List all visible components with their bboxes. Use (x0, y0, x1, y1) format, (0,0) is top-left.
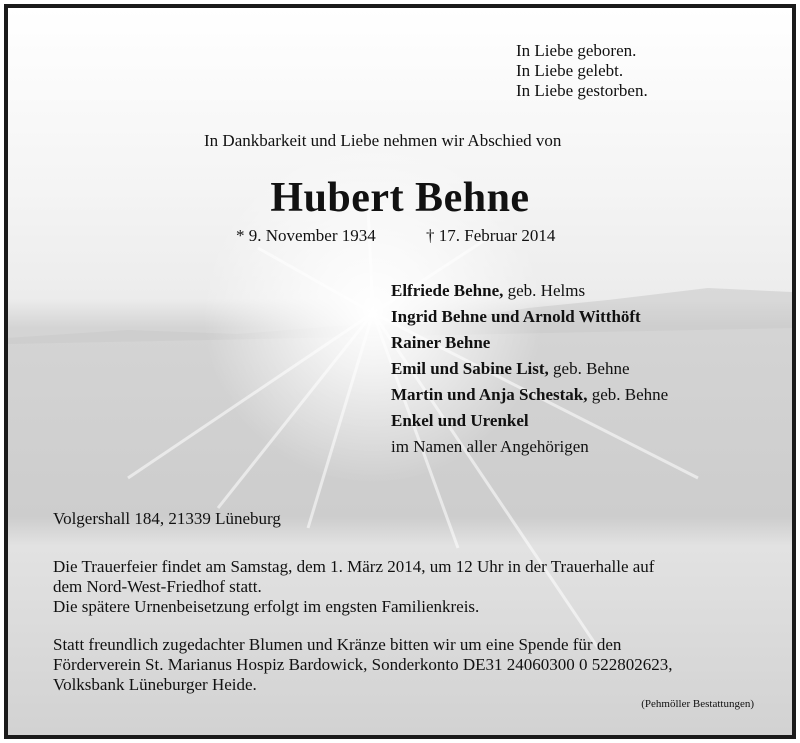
deceased-name: Hubert Behne (270, 175, 530, 221)
family-closing: im Namen aller Angehörigen (391, 437, 589, 456)
funeral-info-line: Die spätere Urnenbeisetzung erfolgt im engsten Familienkreis. (53, 597, 480, 616)
funeral-info (53, 557, 654, 617)
donation-info-line: Volksbank Lüneburger Heide. (53, 675, 257, 694)
family-note: geb. Helms (507, 281, 586, 300)
funeral-info-line: dem Nord-West-Friedhof statt. (53, 577, 262, 596)
birth-date: * 9. November 1934 (236, 226, 376, 245)
funeral-info-line: Die Trauerfeier findet am Samstag, dem 1. März 2014, um 12 Uhr in der Trauerhalle auf (53, 557, 655, 576)
donation-info-line: Statt freundlich zugedachter Blumen und Kränze bitten wir um eine Spende für den (53, 635, 622, 654)
family-name: Enkel und Urenkel (391, 411, 529, 430)
family-entry (391, 330, 668, 356)
donation-info (53, 635, 672, 695)
intro-text: In Dankbarkeit und Liebe nehmen wir Abschied von (204, 131, 562, 150)
motto-line: In Liebe gelebt. (516, 61, 624, 80)
family-entry (391, 304, 668, 330)
family-list (391, 278, 668, 460)
family-entry (391, 408, 668, 434)
motto-line: In Liebe geboren. (516, 41, 637, 60)
family-name: Rainer Behne (391, 333, 491, 352)
obituary-frame (4, 4, 796, 739)
family-entry (391, 382, 668, 408)
family-name: Elfriede Behne, (391, 281, 504, 300)
donation-info-line: Förderverein St. Marianus Hospiz Bardowick, Sonderkonto DE31 24060300 0 522802623, (53, 655, 673, 674)
family-name: Ingrid Behne und Arnold Witthöft (391, 307, 641, 326)
family-entry (391, 278, 668, 304)
death-date: † 17. Februar 2014 (426, 226, 556, 245)
family-note: geb. Behne (553, 359, 630, 378)
address: Volgershall 184, 21339 Lüneburg (53, 509, 281, 528)
family-note: geb. Behne (591, 385, 669, 404)
motto-line: In Liebe gestorben. (516, 81, 648, 100)
family-name: Martin und Anja Schestak, (391, 385, 588, 404)
family-entry (391, 356, 668, 382)
motto (516, 41, 648, 101)
family-name: Emil und Sabine List, (391, 359, 549, 378)
undertaker-credit: (Pehmöller Bestattungen) (641, 698, 754, 710)
